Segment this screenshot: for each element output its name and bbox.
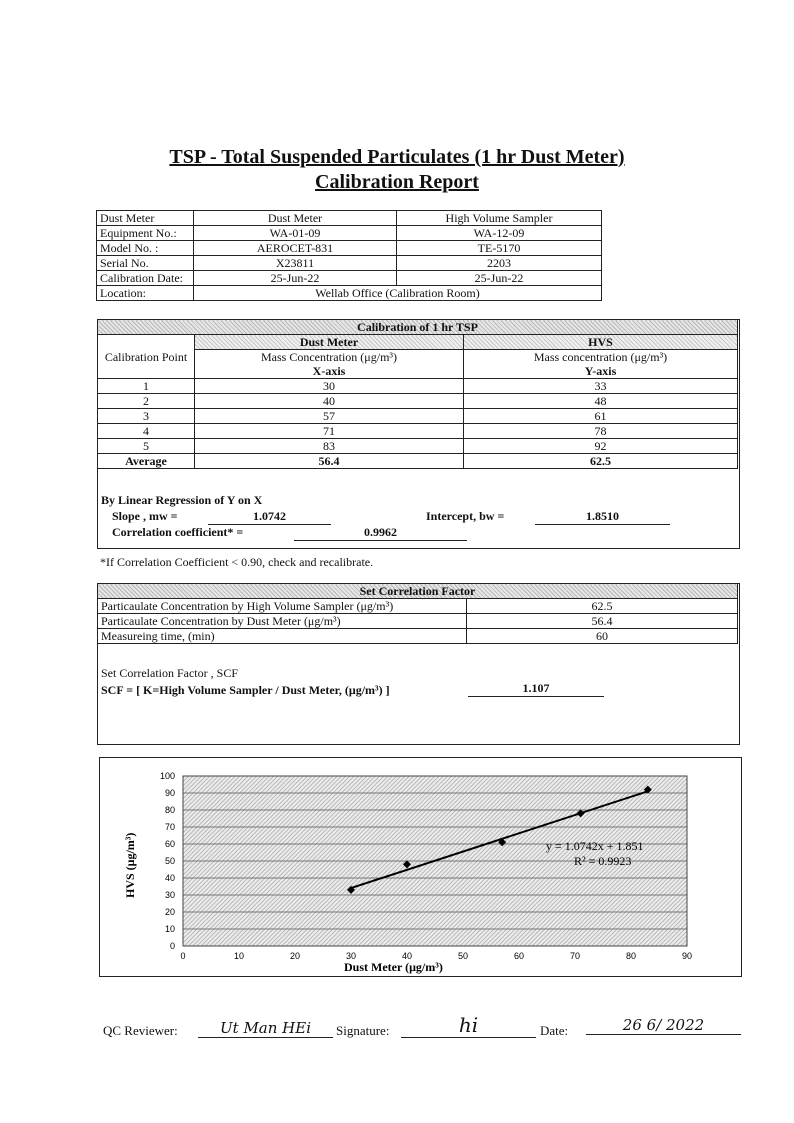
average-x: 56.4 bbox=[195, 454, 464, 469]
correlation-value: 0.9962 bbox=[294, 525, 467, 541]
reviewer-label: QC Reviewer: bbox=[103, 1023, 178, 1038]
y-tick-label: 10 bbox=[164, 924, 175, 934]
table-row bbox=[98, 409, 738, 424]
calibration-section bbox=[97, 319, 740, 549]
hvs-value: WA-12-09 bbox=[397, 226, 602, 241]
point-number: 4 bbox=[98, 424, 195, 439]
trendline-equation: y = 1.0742x + 1.851 bbox=[546, 839, 644, 853]
table-row bbox=[98, 629, 738, 644]
y-tick-label: 0 bbox=[169, 941, 175, 951]
y-tick-label: 100 bbox=[159, 771, 175, 781]
row-label: Equipment No.: bbox=[97, 226, 194, 241]
scf-row-label: Particaulate Concentration by Dust Meter (μg/m³) bbox=[98, 614, 467, 629]
average-label: Average bbox=[98, 454, 195, 469]
scf-formula: SCF = [ K=High Volume Sampler / Dust Meter, (μg/m³) ] bbox=[101, 683, 390, 697]
x-value: 83 bbox=[195, 439, 464, 454]
report-subtitle: Calibration Report bbox=[315, 171, 479, 193]
x-tick-label: 60 bbox=[513, 951, 525, 961]
x-tick-label: 40 bbox=[401, 951, 413, 961]
scf-section bbox=[97, 583, 740, 745]
point-number: 5 bbox=[98, 439, 195, 454]
hvs-value: 25-Jun-22 bbox=[397, 271, 602, 286]
x-tick-label: 30 bbox=[345, 951, 357, 961]
calibration-point-label: Calibration Point bbox=[98, 335, 195, 379]
y-tick-label: 80 bbox=[164, 805, 175, 815]
hvs-value: 2203 bbox=[397, 256, 602, 271]
row-label: Calibration Date: bbox=[97, 271, 194, 286]
table-row bbox=[98, 614, 738, 629]
point-number: 3 bbox=[98, 409, 195, 424]
location-label: Location: bbox=[97, 286, 194, 301]
scf-table bbox=[97, 583, 738, 644]
y-value: 92 bbox=[464, 439, 738, 454]
scf-row-value: 56.4 bbox=[467, 614, 738, 629]
y-axis-label: HVS (μg/m³) bbox=[123, 832, 137, 898]
x-tick-label: 80 bbox=[625, 951, 637, 961]
x-value: 30 bbox=[195, 379, 464, 394]
y-value: 61 bbox=[464, 409, 738, 424]
y-tick-label: 40 bbox=[164, 873, 175, 883]
y-tick-label: 20 bbox=[164, 907, 175, 917]
y-tick-label: 60 bbox=[164, 839, 175, 849]
intercept-label: Intercept, bw = bbox=[426, 509, 505, 523]
equipment-row bbox=[97, 241, 602, 256]
correlation-label: Correlation coefficient* = bbox=[112, 525, 244, 539]
x-tick-label: 90 bbox=[681, 951, 693, 961]
point-number: 2 bbox=[98, 394, 195, 409]
scf-row-label: Measureing time, (min) bbox=[98, 629, 467, 644]
row-label: Model No. : bbox=[97, 241, 194, 256]
col-dust-meter: Dust Meter bbox=[195, 335, 464, 350]
scf-value: 1.107 bbox=[468, 681, 604, 697]
chart-frame bbox=[99, 757, 742, 977]
equipment-table bbox=[96, 210, 602, 301]
slope-value: 1.0742 bbox=[208, 509, 331, 525]
dust-meter-value: WA-01-09 bbox=[194, 226, 397, 241]
row-label: Serial No. bbox=[97, 256, 194, 271]
equipment-row bbox=[97, 226, 602, 241]
calibration-chart bbox=[100, 758, 741, 976]
x-tick-label: 50 bbox=[457, 951, 469, 961]
scf-row-label: Particaulate Concentration by High Volume Sampler (μg/m³) bbox=[98, 599, 467, 614]
col-hvs: HVS bbox=[464, 335, 738, 350]
y-tick-label: 90 bbox=[164, 788, 175, 798]
x-value: 40 bbox=[195, 394, 464, 409]
x-value: 71 bbox=[195, 424, 464, 439]
location-value: Wellab Office (Calibration Room) bbox=[194, 286, 602, 301]
y-value: 33 bbox=[464, 379, 738, 394]
slope-label: Slope , mw = bbox=[112, 509, 178, 523]
y-tick-label: 70 bbox=[164, 822, 175, 832]
date-value: 26 6/ 2022 bbox=[586, 1016, 741, 1035]
dust-meter-value: X23811 bbox=[194, 256, 397, 271]
dust-meter-value: 25-Jun-22 bbox=[194, 271, 397, 286]
table-row bbox=[98, 424, 738, 439]
table-row bbox=[98, 439, 738, 454]
average-y: 62.5 bbox=[464, 454, 738, 469]
y-tick-label: 50 bbox=[164, 856, 175, 866]
scf-row-value: 62.5 bbox=[467, 599, 738, 614]
table-row bbox=[98, 379, 738, 394]
scf-sub-heading: Set Correlation Factor , SCF bbox=[101, 666, 238, 680]
x-tick-label: 0 bbox=[180, 951, 186, 961]
x-tick-label: 70 bbox=[569, 951, 581, 961]
y-value: 48 bbox=[464, 394, 738, 409]
regression-heading: By Linear Regression of Y on X bbox=[101, 493, 263, 507]
footnote: *If Correlation Coefficient < 0.90, check and recalibrate. bbox=[100, 555, 374, 569]
scf-heading: Set Correlation Factor bbox=[98, 584, 738, 599]
calibration-table bbox=[97, 319, 738, 469]
x-tick-label: 20 bbox=[289, 951, 301, 961]
equipment-row bbox=[97, 256, 602, 271]
hvs-unit: Mass concentration (μg/m³) bbox=[464, 350, 738, 365]
r-squared-label: R² = 0.9923 bbox=[574, 854, 632, 868]
dust-meter-value: AEROCET-831 bbox=[194, 241, 397, 256]
table-row bbox=[98, 599, 738, 614]
reviewer-signature: Ut Man HEi bbox=[198, 1019, 333, 1038]
hvs-axis: Y-axis bbox=[464, 364, 738, 379]
signature-label: Signature: bbox=[336, 1023, 390, 1038]
equipment-row bbox=[97, 271, 602, 286]
y-tick-label: 30 bbox=[164, 890, 175, 900]
x-axis-label: Dust Meter (μg/m³) bbox=[344, 960, 443, 974]
x-tick-label: 10 bbox=[233, 951, 245, 961]
intercept-value: 1.8510 bbox=[535, 509, 670, 525]
report-title: TSP - Total Suspended Particulates (1 hr Dust Meter) bbox=[169, 146, 625, 168]
signature-value: hi bbox=[401, 1013, 536, 1038]
y-value: 78 bbox=[464, 424, 738, 439]
equipment-header-dust-meter: Dust Meter bbox=[194, 211, 397, 226]
equipment-header-label: Dust Meter bbox=[97, 211, 194, 226]
date-label: Date: bbox=[540, 1023, 569, 1038]
table-row bbox=[98, 394, 738, 409]
point-number: 1 bbox=[98, 379, 195, 394]
equipment-header-hvs: High Volume Sampler bbox=[397, 211, 602, 226]
scf-row-value: 60 bbox=[467, 629, 738, 644]
dust-meter-axis: X-axis bbox=[195, 364, 464, 379]
hvs-value: TE-5170 bbox=[397, 241, 602, 256]
calibration-heading: Calibration of 1 hr TSP bbox=[98, 320, 738, 335]
dust-meter-unit: Mass Concentration (μg/m³) bbox=[195, 350, 464, 365]
x-value: 57 bbox=[195, 409, 464, 424]
